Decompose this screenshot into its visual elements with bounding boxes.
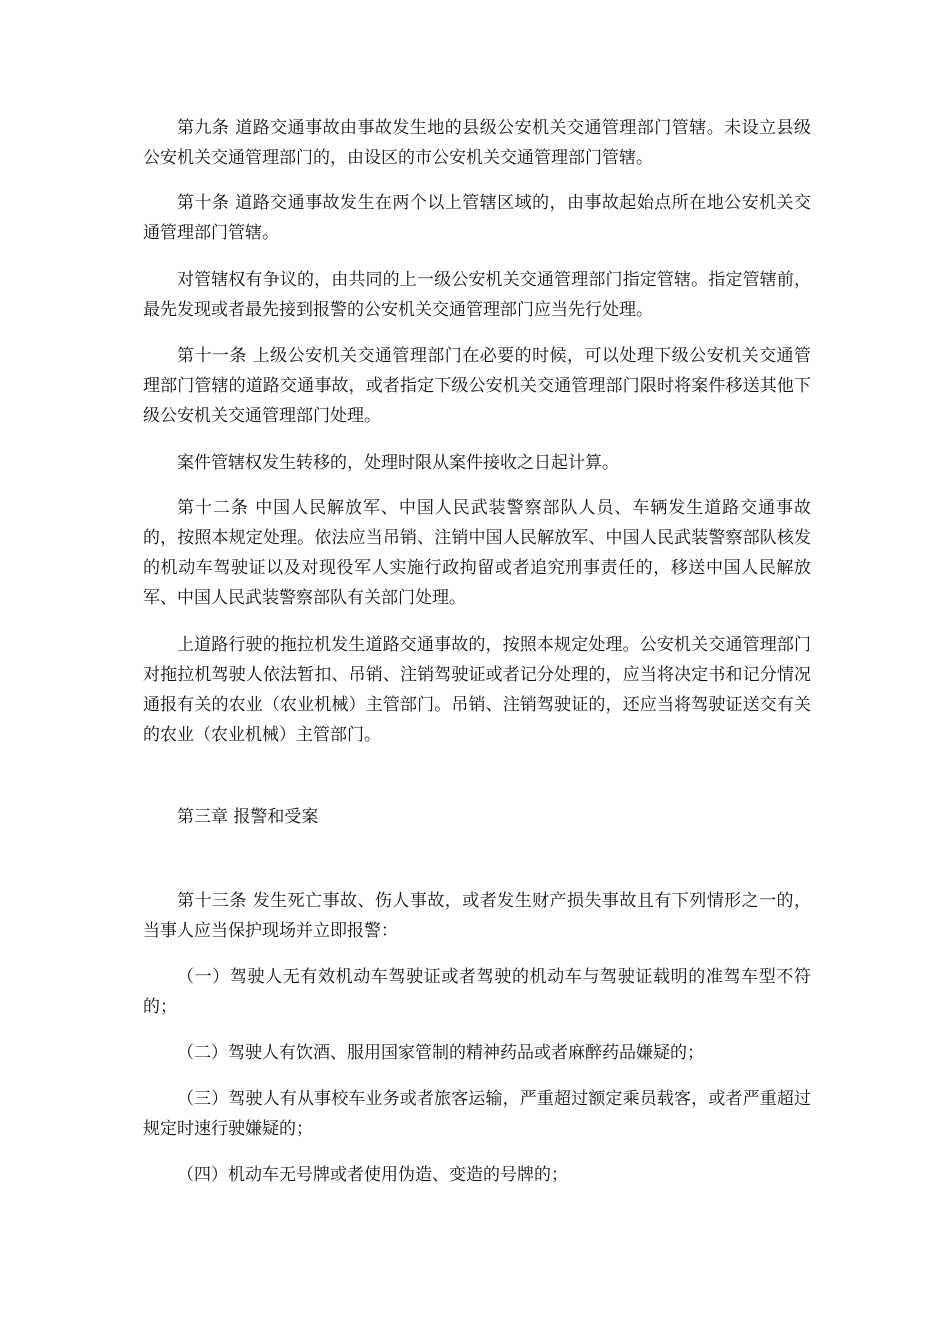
article-11-paragraph: 第十一条 上级公安机关交通管理部门在必要的时候，可以处理下级公安机关交通管理部门管辖的道路交通事故，或者指定下级公安机关交通管理部门限时将案件移送其他下级公安机关交通管理部门处理。 [143, 346, 811, 426]
chapter-heading: 第三章 报警和受案 [177, 807, 319, 827]
article-9-paragraph: 第九条 道路交通事故由事故发生地的县级公安机关交通管理部门管辖。未设立县级公安机关交通管理部门的，由设区的市公安机关交通管理部门管辖。 [143, 118, 811, 168]
list-item-4: （四）机动车无号牌或者使用伪造、变造的号牌的； [177, 1165, 568, 1185]
list-item-2: （二）驾驶人有饮酒、服用国家管制的精神药品或者麻醉药品嫌疑的； [177, 1043, 704, 1063]
list-item-3: （三）驾驶人有从事校车业务或者旅客运输，严重超过额定乘员载客，或者严重超过规定时速行驶嫌疑的； [143, 1089, 811, 1139]
jurisdiction-transfer-paragraph: 案件管辖权发生转移的，处理时限从案件接收之日起计算。 [177, 453, 619, 473]
article-13-paragraph: 第十三条 发生死亡事故、伤人事故，或者发生财产损失事故且有下列情形之一的，当事人应当保护现场并立即报警： [143, 891, 811, 941]
tractor-paragraph: 上道路行驶的拖拉机发生道路交通事故的，按照本规定处理。公安机关交通管理部门对拖拉机驾驶人依法暂扣、吊销、注销驾驶证或者记分处理的，应当将决定书和记分情况通报有关的农业（农业机械）主管部门。吊销、注销驾驶证的，还应当将驾驶证送交有关的农业（农业机械）主管部门。 [143, 635, 811, 745]
list-item-1: （一）驾驶人无有效机动车驾驶证或者驾驶的机动车与驾驶证载明的准驾车型不符的； [143, 967, 811, 1017]
jurisdiction-dispute-paragraph: 对管辖权有争议的，由共同的上一级公安机关交通管理部门指定管辖。指定管辖前，最先发现或者最先接到报警的公安机关交通管理部门应当先行处理。 [143, 270, 811, 320]
article-10-paragraph: 第十条 道路交通事故发生在两个以上管辖区域的，由事故起始点所在地公安机关交通管理部门管辖。 [143, 193, 811, 243]
article-12-paragraph: 第十二条 中国人民解放军、中国人民武装警察部队人员、车辆发生道路交通事故的，按照本规定处理。依法应当吊销、注销中国人民解放军、中国人民武装警察部队核发的机动车驾驶证以及对现役军人实施行政拘留或者追究刑事责任的，移送中国人民解放军、中国人民武装警察部队有关部门处理。 [143, 498, 811, 608]
